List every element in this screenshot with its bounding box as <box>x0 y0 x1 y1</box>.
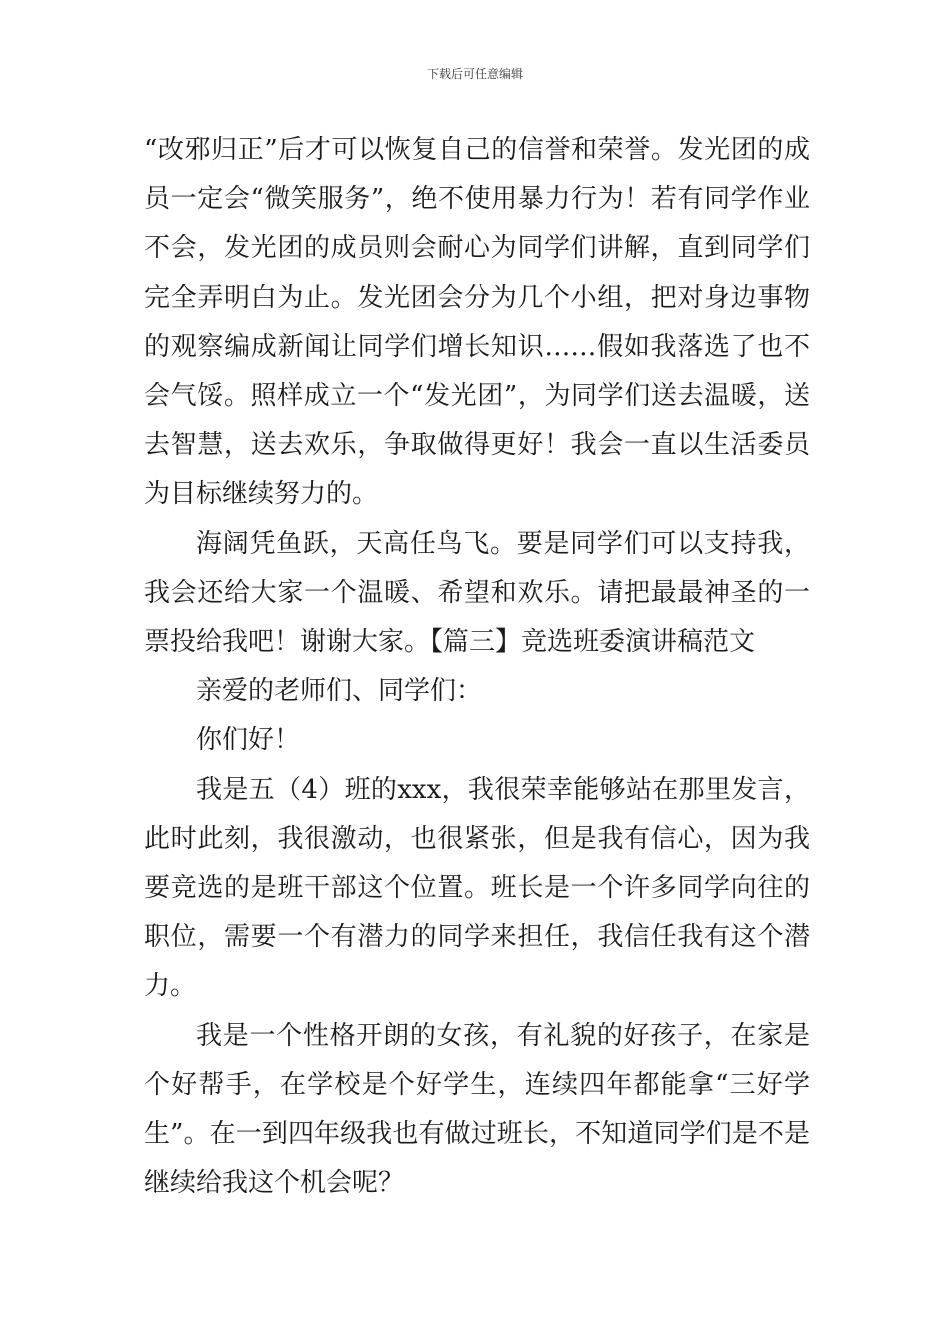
document-body <box>144 126 810 1208</box>
paragraph-self-description: 我是一个性格开朗的女孩，有礼貌的好孩子，在家是个好帮手，在学校是个好学生，连续四年都能拿“三好学生”。在一到四年级我也有做过班长，不知道同学们是不是继续给我这个机会呢？ <box>144 1020 810 1199</box>
page-header: 下载后可任意编辑 <box>426 67 523 81</box>
paragraph-greeting: 你们好！ <box>196 725 301 756</box>
paragraph-continuation: “改邪归正”后才可以恢复自己的信誉和荣誉。发光团的成员一定会“微笑服务”，绝不使用暴力行为！若有同学作业不会，发光团的成员则会耐心为同学们讲解，直到同学们完全弄明白为止。发光团会分为几个小组，把对身边事物的观察编成新闻让同学们增长知识……假如我落选了也不会气馁。照样成立一个“发光团”，为同学们送去温暖，送去智慧，送去欢乐，争取做得更好！我会一直以生活委员为目标继续努力的。 <box>144 135 810 510</box>
paragraph-salutation: 亲爱的老师们、同学们： <box>196 676 483 707</box>
paragraph-introduction: 我是五（4）班的xxx，我很荣幸能够站在那里发言，此时此刻，我很激动，也很紧张，但是我有信心，因为我要竞选的是班干部这个位置。班长是一个许多同学向往的职位，需要一个有潜力的同学来担任，我信任我有这个潜力。 <box>144 774 810 1002</box>
paragraph-closing: 海阔凭鱼跃，天高任鸟飞。要是同学们可以支持我，我会还给大家一个温暖、希望和欢乐。请把最最神圣的一票投给我吧！谢谢大家。【篇三】竞选班委演讲稿范文 <box>144 528 810 658</box>
